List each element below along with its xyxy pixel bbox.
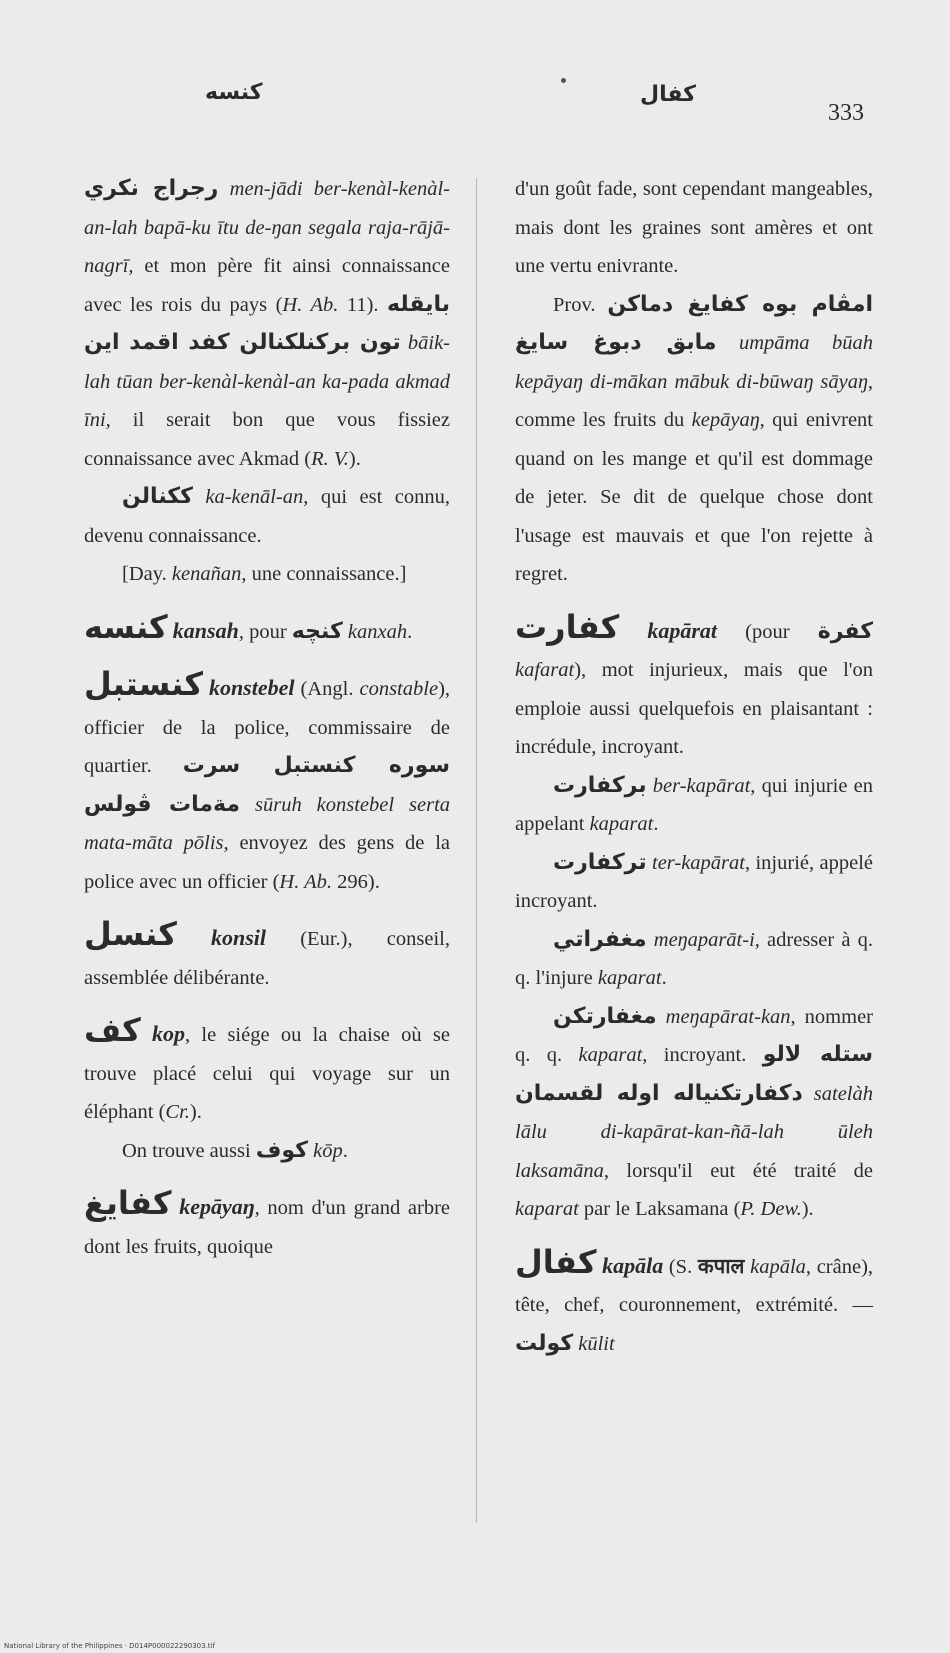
left-column xyxy=(84,170,450,1266)
entry-kepayang: كفايغ kepāyaŋ, nom d'un grand arbre dont les fruits, quoique xyxy=(84,1184,451,1258)
proverb-kepayang: Prov. امڤام بوه كفايغ دماكن مابق دبوغ سايغ umpāma būah kepāyaŋ di-mākan mābuk di-būwaŋ sāyaŋ, comme les fruits du kepāyaŋ, qui enivrent quand on les mange et qu'il est dommage de jeter. Se dit de quelque chose dont l'usage est mauvais et que l'on rejette à regret. xyxy=(515,291,874,585)
entry-kansah: كنسه kansah, pour كنچه kanxah. xyxy=(84,607,413,646)
page-number: 333 xyxy=(828,100,864,126)
subentry-ter-kaparat: تركفارت ter-kapārat, injurié, appelé incroyant. xyxy=(515,849,873,912)
entry-kapala: كفال kapāla (S. कपाल kapāla, crâne), tête, chef, couronnement, extrémité. — كولت kūlit xyxy=(515,1242,874,1356)
column-divider xyxy=(476,178,477,1523)
variant-kop: On trouve aussi كوف kōp. xyxy=(122,1137,348,1163)
print-dot xyxy=(561,78,566,83)
running-head-left: كنسه xyxy=(205,80,263,105)
subentry-mengaparati: مغفراتي meŋaparāt-i, adresser à q. q. l'injure kaparat. xyxy=(515,926,873,989)
entry-kaparat: كفارت kapārat (pour كفرة kafarat), mot injurieux, mais que l'on emploie aussi quelquefois en plaisantant : incrédule, incroyant. xyxy=(515,607,874,758)
entry-kepayang-continued: d'un goût fade, sont cependant mangeables, mais dont les graines sont amères et ont une vertu enivrante. xyxy=(515,178,873,277)
scan-footer: National Library of the Philippines · D014P000022290303.tif xyxy=(4,1642,215,1650)
subentry-ber-kaparat: بركفارت ber-kapārat, qui injurie en appelant kaparat. xyxy=(515,772,873,835)
right-column xyxy=(515,170,873,1363)
subentry-mengaparatkan: مغفارتكن meŋapārat-kan, nommer q. q. kaparat, incroyant. ستله لالو دكفارتكنياله اوله لقسمان satelàh lālu di-kapārat-kan-ñā-lah ūleh laksamāna, lorsqu'il eut été traité de kaparat par le Laksamana (P. Dew.). xyxy=(515,1003,873,1220)
running-head-right: كفال xyxy=(640,82,696,107)
entry-kop: كف kop, le siége ou la chaise où se trouve placé celui qui voyage sur un éléphant (Cr.). xyxy=(84,1011,451,1123)
note-dayak: [Day. kenañan, une connaissance.] xyxy=(122,563,407,585)
entry-kenal-continued: رجراج نكري men-jādi ber-kenàl-kenàl-an-lah bapā-ku ītu de-ŋan segala raja-rājā-nagrī, et mon père fit ainsi connaissance avec les rois du pays (H. Ab. 11). بايقله تون بركنلكنالن كفد اقمد اين bāik-lah tūan ber-kenàl-kenàl-an ka-pada akmad īni, il serait bon que vous fissiez connaissance avec Akmad (R. V.). xyxy=(84,176,450,470)
subentry-kakenalan: ككنالن ka-kenāl-an, qui est connu, devenu connaissance. xyxy=(84,484,450,547)
entry-konstebel: كنستبل konstebel (Angl. constable), officier de la police, commissaire de quartier. سوره كنستبل سرت مةمات ڤولس sūruh konstebel serta mata-māta pōlis, envoyez des gens de la police avec un officier (H. Ab. 296). xyxy=(84,665,451,893)
entry-konsil: كنسل konsil (Eur.), conseil, assemblée délibérante. xyxy=(84,915,450,989)
